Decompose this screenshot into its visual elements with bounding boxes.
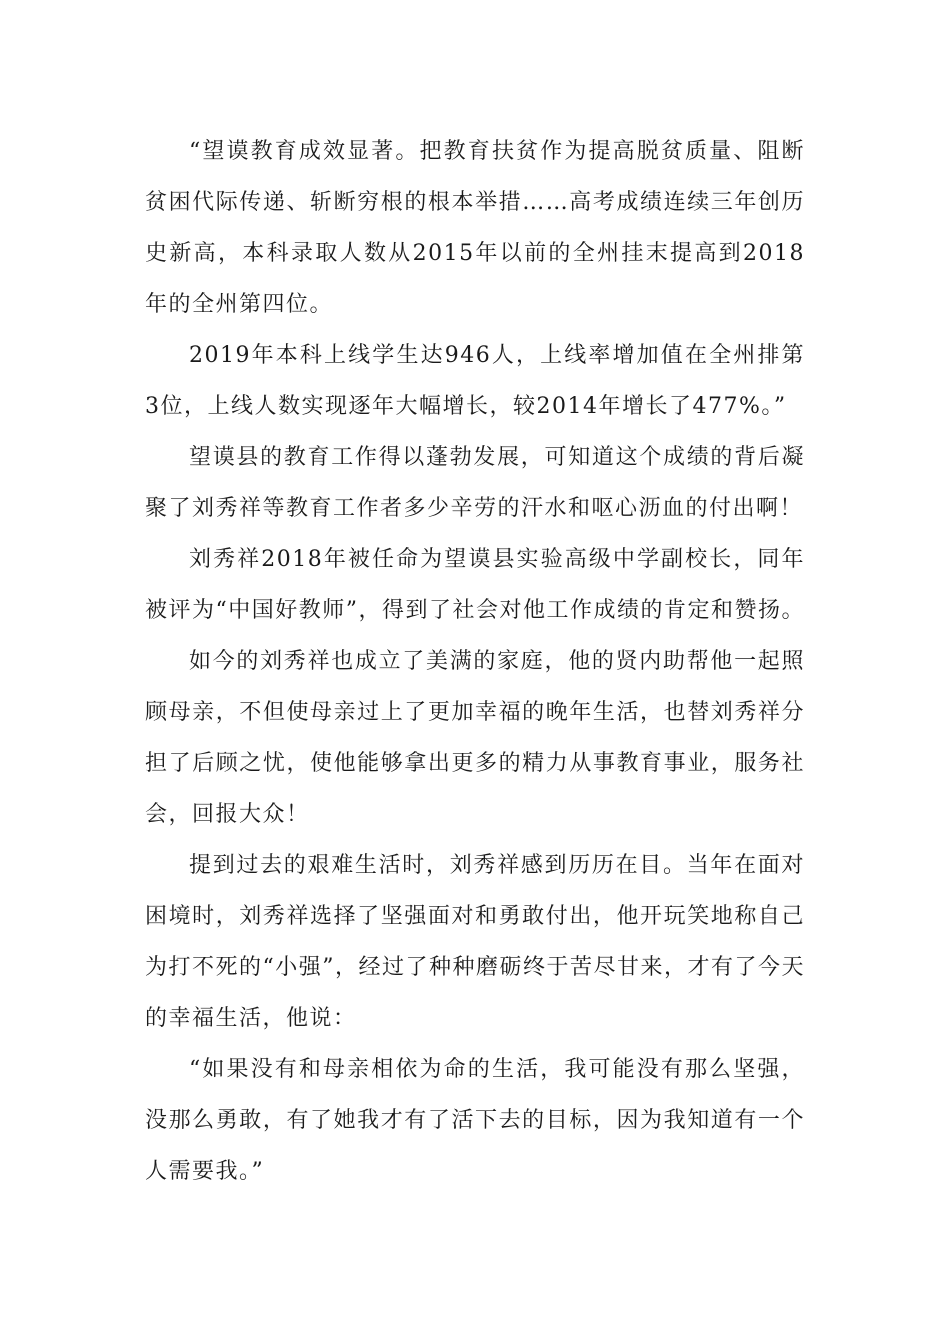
paragraph-appointment: 刘秀祥2018年被任命为望谟县实验高级中学副校长，同年被评为“中国好教师”，得到了社会对他工作成绩的肯定和赞扬。: [145, 547, 805, 623]
paragraph-2019-statistics: 2019年本科上线学生达946人，上线率增加值在全州排第3位，上线人数实现逐年大幅增长，较2014年增长了477%。”: [145, 343, 805, 419]
paragraph-education-results: “望谟教育成效显著。把教育扶贫作为提高脱贫质量、阻断贫困代际传递、斩断穷根的根本举措……高考成绩连续三年创历史新高，本科录取人数从2015年以前的全州挂末提高到2018年的全州第四位。: [145, 139, 805, 317]
paragraph-family: 如今的刘秀祥也成立了美满的家庭，他的贤内助帮他一起照顾母亲，不但使母亲过上了更加幸福的晚年生活，也替刘秀祥分担了后顾之忧，使他能够拿出更多的精力从事教育事业，服务社会，回报大众！: [145, 649, 805, 827]
paragraph-quote: “如果没有和母亲相依为命的生活，我可能没有那么坚强，没那么勇敢，有了她我才有了活下去的目标，因为我知道有一个人需要我。”: [145, 1057, 805, 1184]
paragraph-development: 望谟县的教育工作得以蓬勃发展，可知道这个成绩的背后凝聚了刘秀祥等教育工作者多少辛劳的汗水和呕心沥血的付出啊！: [145, 445, 805, 521]
paragraph-past-hardship: 提到过去的艰难生活时，刘秀祥感到历历在目。当年在面对困境时，刘秀祥选择了坚强面对和勇敢付出，他开玩笑地称自己为打不死的“小强”，经过了种种磨砺终于苦尽甘来，才有了今天的幸福生活，他说：: [145, 853, 805, 1031]
article-body: [145, 126, 805, 1197]
